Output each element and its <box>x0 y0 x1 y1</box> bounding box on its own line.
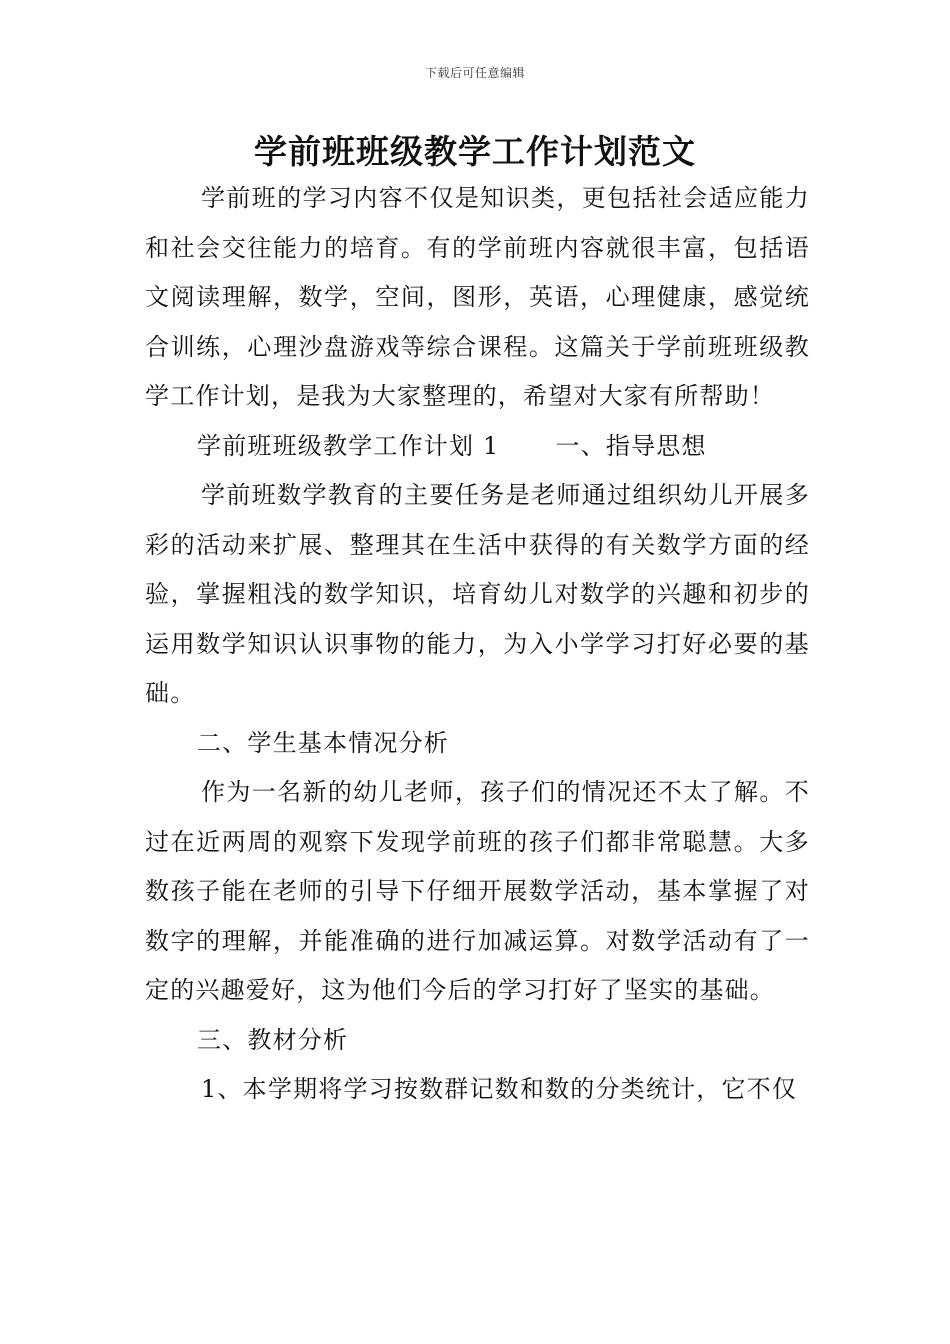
plan-heading-line <box>145 422 810 472</box>
section2-body: 作为一名新的幼儿老师，孩子们的情况还不太了解。不过在近两周的观察下发现学前班的孩子们都非常聪慧。大多数孩子能在老师的引导下仔细开展数学活动，基本掌握了对数字的理解，并能准确的进行加减运算。对数学活动有了一定的兴趣爱好，这为他们今后的学习打好了坚实的基础。 <box>145 778 810 1004</box>
intro-paragraph: 学前班的学习内容不仅是知识类，更包括社会适应能力和社会交往能力的培育。有的学前班内容就很丰富，包括语文阅读理解，数学，空间，图形，英语，心理健康，感觉统合训练，心理沙盘游戏等综合课程。这篇关于学前班班级教学工作计划，是我为大家整理的，希望对大家有所帮助！ <box>145 184 810 410</box>
section2-heading: 二、学生基本情况分析 <box>197 728 449 757</box>
document-body <box>145 174 810 1115</box>
section1-heading: 一、指导思想 <box>555 431 707 460</box>
section1-body: 学前班数学教育的主要任务是老师通过组织幼儿开展多彩的活动来扩展、整理其在生活中获得的有关数学方面的经验，掌握粗浅的数学知识，培育幼儿对数学的兴趣和初步的运用数学知识认识事物的能力，为入小学学习打好必要的基础。 <box>145 481 810 707</box>
plan-title: 学前班班级教学工作计划 1 <box>197 431 500 460</box>
section3-heading: 三、教材分析 <box>197 1025 349 1054</box>
document-title: 学前班班级教学工作计划范文 <box>254 132 696 171</box>
header-note: 下载后可任意编辑 <box>424 66 525 80</box>
section3-body: 1、本学期将学习按数群记数和数的分类统计，它不仅 <box>201 1075 798 1103</box>
